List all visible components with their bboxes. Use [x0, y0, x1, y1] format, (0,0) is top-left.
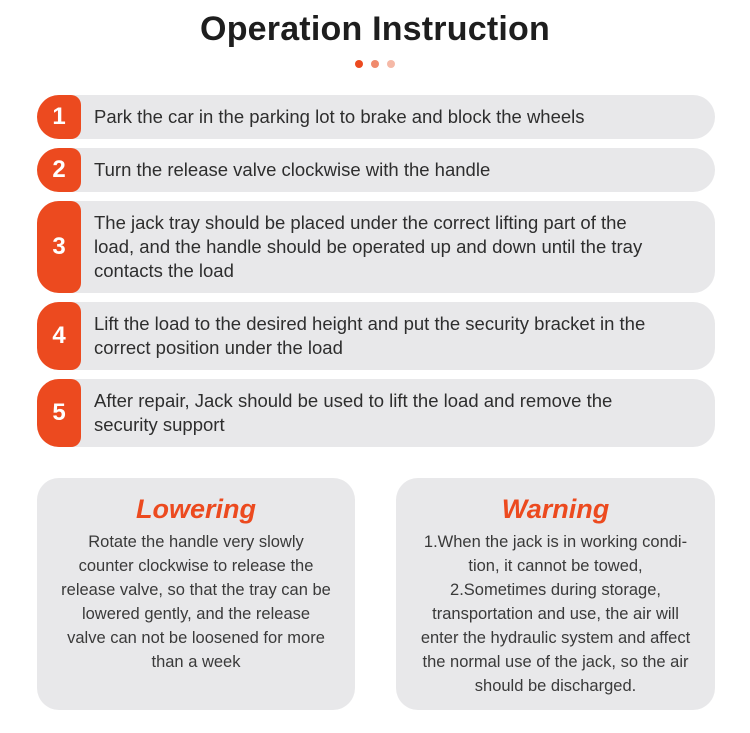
step-4 — [37, 302, 715, 370]
warning-heading: Warning — [501, 494, 610, 524]
step-5 — [37, 379, 715, 447]
decorative-dots — [0, 60, 750, 68]
step-text: Lift the load to the desired height and put the security bracket in the correct position under the load — [94, 313, 646, 358]
step-text: Turn the release valve clockwise with the handle — [94, 159, 491, 180]
lowering-heading: Lowering — [136, 494, 256, 524]
step-number-badge: 4 — [37, 302, 81, 370]
step-number-badge: 1 — [37, 95, 81, 139]
dot-mid — [371, 60, 379, 68]
step-3 — [37, 201, 715, 293]
step-number-badge: 5 — [37, 379, 81, 447]
step-text: Park the car in the parking lot to brake and block the wheels — [94, 106, 585, 127]
page-title: Operation Instruction — [200, 10, 550, 48]
lowering-body: Rotate the handle very slowly counter clockwise to release the release valve, so that the tray can be lowered gently, and the release valve can not be loosened for more than a week — [61, 533, 331, 671]
step-text: After repair, Jack should be used to lift the load and remove the security support — [94, 390, 613, 435]
step-number-badge: 2 — [37, 148, 81, 192]
step-number-badge: 3 — [37, 201, 81, 293]
dot-dark — [355, 60, 363, 68]
warning-body: 1.When the jack is in working condi- tion, it cannot be towed, 2.Sometimes during storage, transportation and use, the air will enter the hydraulic system and affect the normal use of the jack, so the air should be discharged. — [420, 533, 691, 695]
lowering-card — [37, 478, 355, 710]
step-1 — [37, 95, 715, 139]
dot-light — [387, 60, 395, 68]
step-text: The jack tray should be placed under the correct lifting part of the load, and the handle should be operated up and down until the tray contacts the load — [94, 212, 643, 281]
warning-card — [396, 478, 715, 710]
step-2 — [37, 148, 715, 192]
